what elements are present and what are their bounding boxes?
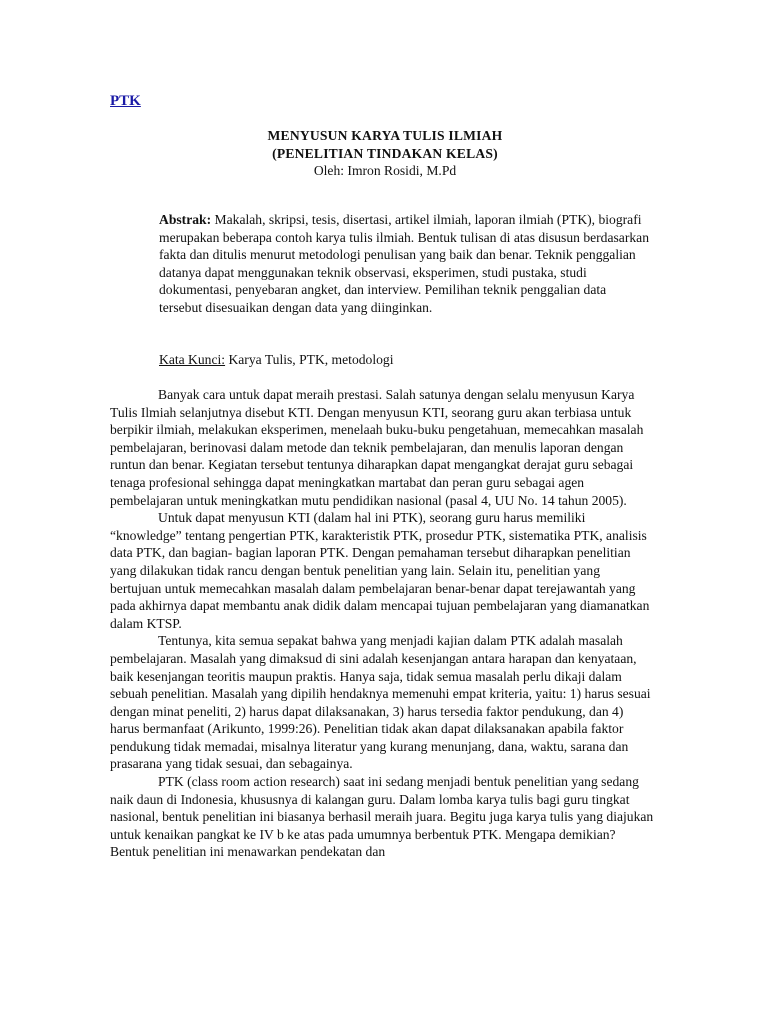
body-paragraph: PTK (class room action research) saat ini sedang menjadi bentuk penelitian yang sedang naik daun di Indonesia, khususnya di kalangan guru. Dalam lomba karya tulis bagi guru tingkat nasional, bentuk penelitian ini biasanya berhasil meraih juara. Begitu juga karya tulis yang diajukan untuk kenaikan pangkat ke IV b ke atas pada umumnya berbentuk PTK. Mengapa demikian? Bentuk penelitian ini menawarkan pendekatan dan [110, 774, 654, 860]
abstract [159, 211, 651, 317]
author-line: Oleh: Imron Rosidi, M.Pd [313, 163, 457, 179]
abstract-label: Abstrak: [159, 212, 212, 227]
keywords-label: Kata Kunci: [159, 352, 226, 367]
ptk-link[interactable]: PTK [110, 93, 141, 109]
body-text [110, 386, 654, 861]
body-paragraph: Banyak cara untuk dapat meraih prestasi. Salah satunya dengan selalu menyusun Karya Tulis Ilmiah selanjutnya disebut KTI. Dengan menyusun KTI, seorang guru akan terbiasa untuk berpikir ilmiah, melakukan eksperimen, menelaah buku-buku pengetahuan, memecahkan masalah pembelajaran, berinovasi dalam metode dan teknik pembelajaran, dan menulis laporan dengan runtun dan benar. Kegiatan tersebut tentunya diharapkan dapat mengangkat derajat guru sebagai tenaga profesional sehingga dapat meningkatkan martabat dan peran guru sebagai agen pembelajaran untuk meningkatkan mutu pendidikan nasional (pasal 4, UU No. 14 tahun 2005). [110, 387, 644, 508]
keywords [159, 351, 651, 369]
abstract-text: Makalah, skripsi, tesis, disertasi, artikel ilmiah, laporan ilmiah (PTK), biografi merupakan beberapa contoh karya tulis ilmiah. Bentuk tulisan di atas disusun berdasarkan fakta dan ditulis menurut metodologi penulisan yang baik dan benar. Teknik penggalian datanya dapat menggunakan teknik observasi, eksperimen, studi pustaka, studi dokumentasi, penyebaran angket, dan interview. Pemilihan teknik penggalian data tersebut disesuaikan dengan data yang diinginkan. [159, 212, 649, 315]
body-paragraph: Untuk dapat menyusun KTI (dalam hal ini PTK), seorang guru harus memiliki “knowledge” tentang pengertian PTK, karakteristik PTK, prosedur PTK, sistematika PTK, analisis data PTK, dan bagian- bagian laporan PTK. Dengan pemahaman tersebut diharapkan penelitian yang dilakukan tidak rancu dengan bentuk penelitian yang lain. Selain itu, penelitian yang bertujuan untuk memecahkan masalah dalam pembelajaran benar-benar dapat terejawantah yang pada akhirnya dapat membantu anak didik dalam mencapai tujuan pembelajaran yang diamanatkan dalam KTSP. [110, 510, 650, 631]
document-title: MENYUSUN KARYA TULIS ILMIAH [267, 128, 503, 143]
document-subtitle: (PENELITIAN TINDAKAN KELAS) [272, 145, 498, 161]
body-paragraph: Tentunya, kita semua sepakat bahwa yang menjadi kajian dalam PTK adalah masalah pembelajaran. Masalah yang dimaksud di sini adalah kesenjangan antara harapan dan kenyataan, baik kesenjangan teoritis maupun praktis. Hanya saja, tidak semua masalah perlu dikaji dalam sebuah penelitian. Masalah yang dipilih hendaknya memenuhi empat kriteria, yaitu: 1) harus sesuai dengan minat peneliti, 2) harus dapat dilaksanakan, 3) harus tersedia faktor pendukung, dan 4) harus bermanfaat (Arikunto, 1999:26). Penelitian tidak akan dapat dilaksanakan apabila faktor pendukung tidak memadai, misalnya literatur yang kurang menunjang, dana, waktu, sarana dan prasarana yang tidak sesuai, dan sebagainya. [110, 633, 651, 772]
keywords-text: Karya Tulis, PTK, metodologi [225, 352, 394, 367]
title-block [110, 127, 660, 180]
